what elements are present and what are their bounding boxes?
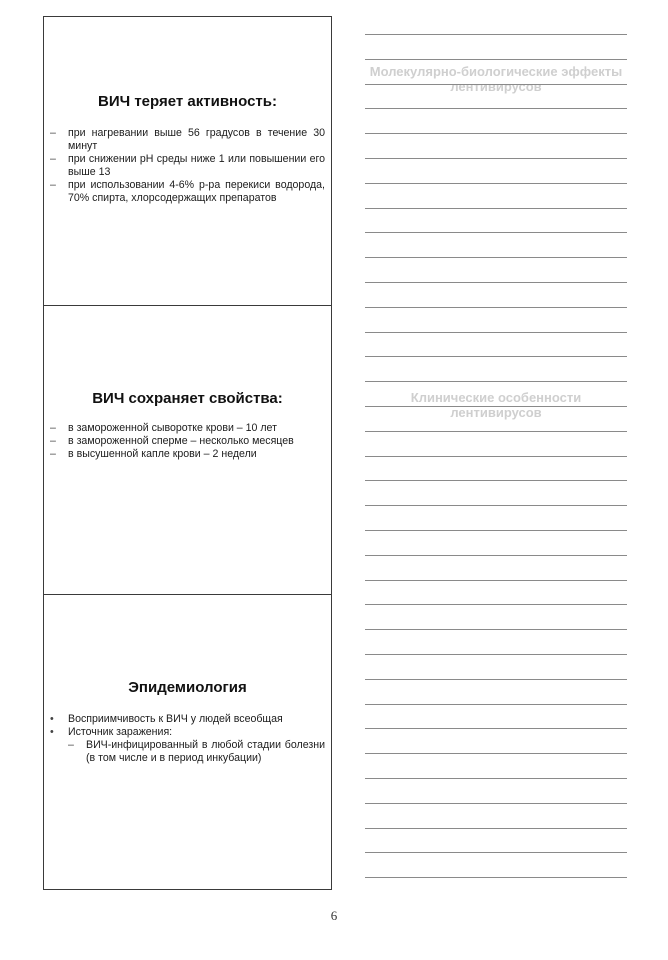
note-line bbox=[365, 530, 627, 531]
list-item: – в замороженной сперме – несколько месяцев bbox=[50, 435, 325, 448]
note-line bbox=[365, 828, 627, 829]
note-line bbox=[365, 332, 627, 333]
note-line bbox=[365, 34, 627, 35]
slide-bullet-list bbox=[50, 422, 325, 461]
note-line bbox=[365, 406, 627, 407]
sub-list bbox=[68, 739, 325, 765]
note-line bbox=[365, 183, 627, 184]
note-line bbox=[365, 456, 627, 457]
note-line bbox=[365, 158, 627, 159]
note-line bbox=[365, 555, 627, 556]
slide-title: ВИЧ теряет активность: bbox=[98, 93, 277, 110]
note-line bbox=[365, 307, 627, 308]
note-line bbox=[365, 480, 627, 481]
note-line bbox=[365, 803, 627, 804]
note-line bbox=[365, 381, 627, 382]
notes-lines-area bbox=[365, 20, 627, 890]
note-line bbox=[365, 108, 627, 109]
note-line bbox=[365, 778, 627, 779]
note-line bbox=[365, 232, 627, 233]
note-line bbox=[365, 257, 627, 258]
slides-column bbox=[43, 16, 332, 890]
slide-title: ВИЧ сохраняет свойства: bbox=[92, 390, 283, 407]
note-line bbox=[365, 852, 627, 853]
note-line bbox=[365, 753, 627, 754]
note-line bbox=[365, 877, 627, 878]
note-line bbox=[365, 604, 627, 605]
slide-hiv-inactivation bbox=[43, 16, 332, 305]
note-line bbox=[365, 59, 627, 60]
page-number: 6 bbox=[330, 908, 338, 923]
note-line bbox=[365, 728, 627, 729]
list-item: – в замороженной сыворотке крови – 10 лет bbox=[50, 422, 325, 435]
slide-hiv-persistence bbox=[43, 305, 332, 594]
ghost-heading: Клинические особенности лентивирусов bbox=[410, 390, 582, 420]
list-item: – в высушенной капле крови – 2 недели bbox=[50, 448, 325, 461]
note-line bbox=[365, 704, 627, 705]
note-line bbox=[365, 629, 627, 630]
note-line bbox=[365, 356, 627, 357]
note-line bbox=[365, 133, 627, 134]
slide-bullet-list bbox=[50, 713, 325, 765]
list-item: – при снижении рН среды ниже 1 или повышении его выше 13 bbox=[50, 153, 325, 179]
slide-epidemiology bbox=[43, 594, 332, 890]
slide-title: Эпидемиология bbox=[128, 679, 247, 696]
note-line bbox=[365, 208, 627, 209]
note-line bbox=[365, 654, 627, 655]
note-line bbox=[365, 282, 627, 283]
list-item: • Восприимчивость к ВИЧ у людей всеобщая bbox=[50, 713, 325, 726]
list-item bbox=[50, 726, 325, 765]
note-line bbox=[365, 679, 627, 680]
list-item: – при нагревании выше 56 градусов в течение 30 минут bbox=[50, 127, 325, 153]
sub-list-item: – ВИЧ-инфицированный в любой стадии болезни (в том числе и в период инкубации) bbox=[68, 739, 325, 765]
list-item: – при использовании 4-6% р-ра перекиси водорода, 70% спирта, хлорсодержащих препаратов bbox=[50, 179, 325, 205]
note-line bbox=[365, 580, 627, 581]
note-line bbox=[365, 505, 627, 506]
slide-bullet-list bbox=[50, 127, 325, 205]
ghost-heading: Молекулярно-биологические эффекты лентивирусов bbox=[369, 64, 623, 94]
note-line bbox=[365, 431, 627, 432]
list-item-text: Источник заражения: bbox=[68, 726, 173, 738]
note-line bbox=[365, 84, 627, 85]
